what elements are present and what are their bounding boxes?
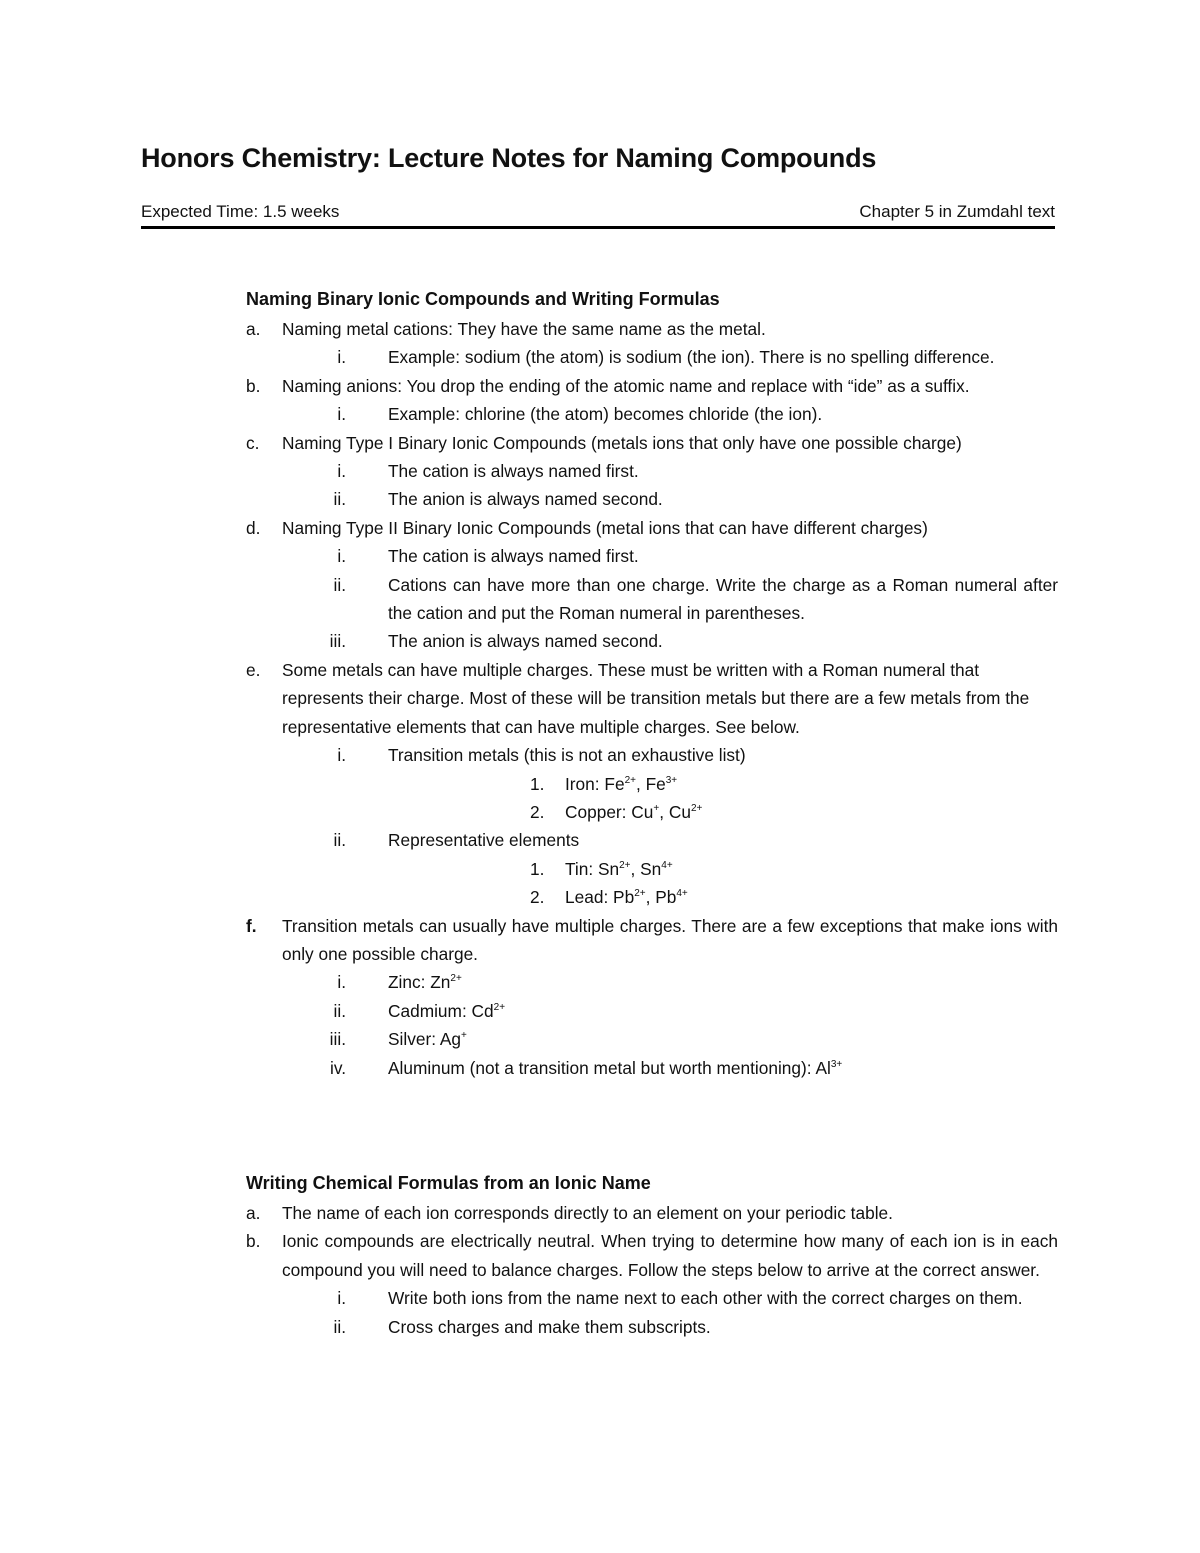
ion-charge: 3+ — [830, 1058, 843, 1070]
list-marker: ii. — [333, 574, 346, 595]
list-marker: 1. — [530, 773, 545, 794]
list-marker: iii. — [329, 631, 346, 652]
list-item-text: Representative elements — [388, 830, 580, 851]
list-item-text: Cations can have more than one charge. Write the charge as a Roman numeral after the cation and put the Roman numeral in parentheses. — [388, 574, 1058, 624]
section-heading-writing-formulas: Writing Chemical Formulas from an Ionic Name — [246, 1173, 651, 1193]
list-item-b — [246, 372, 1058, 429]
list-item-text: Example: sodium (the atom) is sodium (the ion). There is no spelling difference. — [388, 347, 995, 368]
list-subitem — [282, 741, 1058, 826]
element-label: Aluminum (not a transition metal but worth mentioning): — [388, 1057, 816, 1078]
list-subitem — [282, 400, 1058, 428]
list-item-text: The cation is always named first. — [388, 546, 639, 567]
ion-symbol: Fe — [604, 773, 625, 794]
element-label: Copper: — [565, 801, 632, 822]
list-subitem — [282, 343, 1058, 371]
ion-charge: 2+ — [493, 1001, 506, 1013]
ion-symbol: Sn — [640, 858, 662, 879]
list-marker: d. — [246, 517, 261, 538]
ion-symbol: Sn — [597, 858, 620, 879]
list-item-d — [246, 514, 1058, 656]
list-marker: i. — [337, 347, 346, 368]
list-marker: ii. — [333, 1316, 346, 1337]
ion-item-lead — [388, 883, 1058, 911]
list-item-text: The name of each ion corresponds directly to an element on your periodic table. — [282, 1203, 893, 1223]
ion-symbol: Zn — [430, 972, 451, 993]
list-subitem — [282, 485, 1058, 513]
list-marker: ii. — [333, 489, 346, 510]
list-marker: i. — [337, 546, 346, 567]
ion-symbol: Pb — [655, 887, 677, 908]
element-label: Iron: — [565, 773, 605, 794]
section-list-naming-binary-ionic — [246, 315, 1058, 1082]
list-marker: a. — [246, 1203, 261, 1223]
section-list-writing-formulas — [246, 1199, 1058, 1341]
list-subitem — [282, 542, 1058, 570]
list-item-b — [246, 1227, 1058, 1341]
chapter-reference: Chapter 5 in Zumdahl text — [859, 202, 1055, 221]
expected-time: Expected Time: 1.5 weeks — [141, 202, 340, 221]
ion-charge: 2+ — [634, 888, 646, 900]
list-item-text: Transition metals can usually have multiple charges. There are a few exceptions that make ions with only one possible charge. — [282, 915, 1058, 964]
ion-symbol: Cu — [668, 801, 691, 822]
list-item-text: Naming Type II Binary Ionic Compounds (metal ions that can have different charges) — [282, 517, 928, 538]
list-item-e — [246, 656, 1058, 912]
list-subitem — [282, 1284, 1058, 1312]
list-marker: 2. — [530, 801, 545, 822]
separator: , — [635, 773, 646, 794]
list-marker: e. — [246, 659, 261, 680]
list-marker: i. — [337, 972, 346, 993]
list-marker: i. — [337, 1288, 346, 1309]
list-item-text: Cross charges and make them subscripts. — [388, 1316, 711, 1337]
ion-symbol: Ag — [439, 1029, 462, 1050]
list-marker: ii. — [333, 830, 346, 851]
list-marker: f. — [246, 915, 257, 936]
list-marker: i. — [337, 404, 346, 425]
list-item-text: The anion is always named second. — [388, 631, 663, 652]
page-title: Honors Chemistry: Lecture Notes for Naming Compounds — [141, 143, 877, 173]
ion-symbol: Al — [815, 1057, 831, 1078]
list-marker: ii. — [333, 1000, 346, 1021]
separator: , — [659, 801, 669, 822]
list-item-text: Example: chlorine (the atom) becomes chloride (the ion). — [388, 404, 823, 425]
ion-charge: 2+ — [690, 802, 703, 814]
ion-item-zinc — [282, 968, 1058, 996]
ion-symbol: Cu — [631, 801, 654, 822]
ion-item-cadmium — [282, 997, 1058, 1025]
list-item-text: The cation is always named first. — [388, 461, 639, 482]
ion-symbol: Cd — [471, 1000, 494, 1021]
list-subitem — [282, 457, 1058, 485]
list-item-a — [246, 1199, 1058, 1227]
list-subitem — [282, 627, 1058, 655]
list-item-text: Transition metals (this is not an exhaustive list) — [388, 745, 746, 766]
element-label: Cadmium: — [388, 1000, 472, 1021]
list-marker: b. — [246, 375, 261, 396]
element-label: Zinc: — [388, 972, 431, 993]
list-item-text: Naming Type I Binary Ionic Compounds (metals ions that only have one possible charge) — [282, 432, 962, 453]
ion-item-silver — [282, 1025, 1058, 1053]
ion-charge: 2+ — [624, 774, 636, 786]
ion-item-copper — [388, 798, 1058, 826]
list-item-text: Ionic compounds are electrically neutral. When trying to determine how many of each ion is in each compound you will need to balance charges. Follow the steps below to arrive at the correct answer. — [282, 1231, 1058, 1280]
list-marker: 2. — [530, 887, 545, 908]
ion-symbol: Fe — [645, 773, 666, 794]
ion-item-tin — [388, 855, 1058, 883]
list-marker: 1. — [530, 858, 545, 879]
ion-item-aluminum — [282, 1054, 1058, 1082]
ion-charge: 2+ — [450, 973, 462, 985]
element-label: Tin: — [565, 858, 598, 879]
list-marker: a. — [246, 319, 261, 339]
ion-symbol: Pb — [613, 887, 635, 908]
list-subitem — [282, 826, 1058, 911]
list-marker: i. — [337, 745, 346, 766]
ion-charge: 2+ — [619, 859, 631, 871]
list-item-f — [246, 912, 1058, 1082]
ion-charge: + — [653, 802, 660, 814]
element-label: Lead: — [565, 887, 614, 908]
header-rule — [141, 226, 1055, 229]
list-item-c — [246, 429, 1058, 514]
list-item-text: Naming anions: You drop the ending of the atomic name and replace with “ide” as a suffix. — [282, 375, 970, 396]
list-item-text: Some metals can have multiple charges. These must be written with a Roman numeral that represents their charge. Most of these will be transition metals but there are a few metals from the representative elements that can have multiple charges. See below. — [282, 659, 1030, 737]
separator: , — [630, 858, 641, 879]
list-marker: iii. — [329, 1029, 346, 1050]
ion-charge: + — [461, 1030, 467, 1042]
ion-charge: 4+ — [661, 859, 673, 871]
list-item-text: Write both ions from the name next to each other with the correct charges on them. — [388, 1288, 1023, 1309]
list-subitem — [282, 571, 1058, 628]
ion-charge: 3+ — [665, 774, 678, 786]
list-subitem — [282, 1313, 1058, 1341]
ion-item-iron — [388, 770, 1058, 798]
ion-charge: 4+ — [676, 888, 688, 900]
list-marker: iv. — [330, 1057, 346, 1078]
list-marker: c. — [246, 432, 260, 453]
element-label: Silver: — [388, 1029, 440, 1050]
list-marker: i. — [337, 461, 346, 482]
list-item-a — [246, 315, 1058, 372]
list-marker: b. — [246, 1231, 261, 1252]
separator: , — [645, 887, 656, 908]
list-item-text: The anion is always named second. — [388, 489, 663, 510]
list-item-text: Naming metal cations: They have the same name as the metal. — [282, 319, 766, 339]
section-heading-naming-binary-ionic: Naming Binary Ionic Compounds and Writing Formulas — [246, 289, 720, 309]
